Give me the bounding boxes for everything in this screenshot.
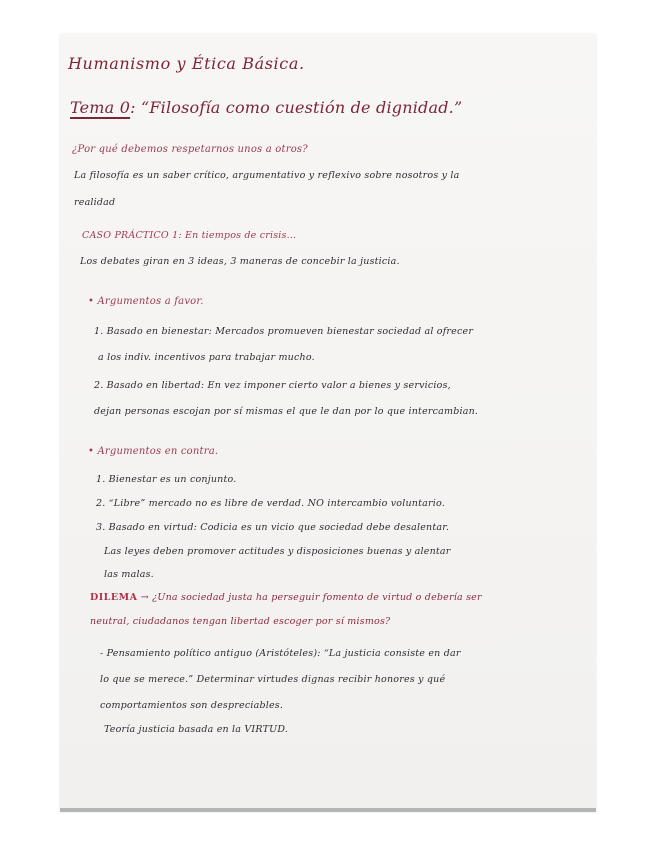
dilema-label: DILEMA	[90, 592, 138, 603]
contra-item-3-line-3: las malas.	[104, 569, 154, 580]
page-title: Humanismo y Ética Básica.	[68, 54, 305, 73]
favor-item-1-line-1: 1. Basado en bienestar: Mercados promueven bienestar sociedad al ofrecer	[94, 326, 474, 337]
teoria-text: Teoría justicia basada en la VIRTUD.	[104, 724, 289, 735]
contra-heading: • Argumentos en contra.	[88, 446, 219, 457]
contra-item-1: 1. Bienestar es un conjunto.	[96, 474, 237, 485]
favor-item-1-line-2: a los indiv. incentivos para trabajar mucho.	[98, 352, 315, 363]
page-bottom-edge	[60, 808, 596, 812]
contra-item-3-line-2: Las leyes deben promover actitudes y disposiciones buenas y alentar	[104, 546, 451, 557]
favor-item-2-line-1: 2. Basado en libertad: En vez imponer cierto valor a bienes y servicios,	[94, 380, 451, 391]
intro-line-1: La filosofía es un saber crítico, argumentativo y reflexivo sobre nosotros y la	[74, 170, 460, 181]
caso-practico-heading: CASO PRÁCTICO 1: En tiempos de crisis...	[82, 230, 297, 241]
favor-item-2-line-2: dejan personas escojan por sí mismas el que le dan por lo que intercambian.	[94, 406, 479, 417]
notebook-page	[60, 34, 596, 812]
tema-label: Tema 0	[70, 98, 131, 117]
intro-line-2: realidad	[74, 197, 116, 208]
dilema-question: → ¿Una sociedad justa ha perseguir fomento de virtud o debería ser	[137, 592, 482, 603]
question-text: ¿Por qué debemos respetarnos unos a otros?	[72, 144, 308, 155]
debates-text: Los debates giran en 3 ideas, 3 maneras de concebir la justicia.	[80, 256, 400, 267]
tema-text: : “Filosofía como cuestión de dignidad.”	[130, 98, 463, 117]
tema-heading	[70, 98, 462, 117]
favor-heading: • Argumentos a favor.	[88, 296, 204, 307]
dilema-line-2: neutral, ciudadanos tengan libertad escoger por sí mismos?	[90, 616, 391, 627]
pensamiento-line-3: comportamientos son despreciables.	[100, 700, 284, 711]
contra-item-2: 2. “Libre” mercado no es libre de verdad. NO intercambio voluntario.	[96, 498, 445, 509]
pensamiento-line-2: lo que se merece.” Determinar virtudes dignas recibir honores y qué	[100, 674, 446, 685]
pensamiento-line-1: - Pensamiento político antiguo (Aristóteles): “La justicia consiste en dar	[100, 648, 461, 659]
contra-item-3-line-1: 3. Basado en virtud: Codicia es un vicio que sociedad debe desalentar.	[96, 522, 450, 533]
dilema-line-1	[90, 592, 482, 603]
